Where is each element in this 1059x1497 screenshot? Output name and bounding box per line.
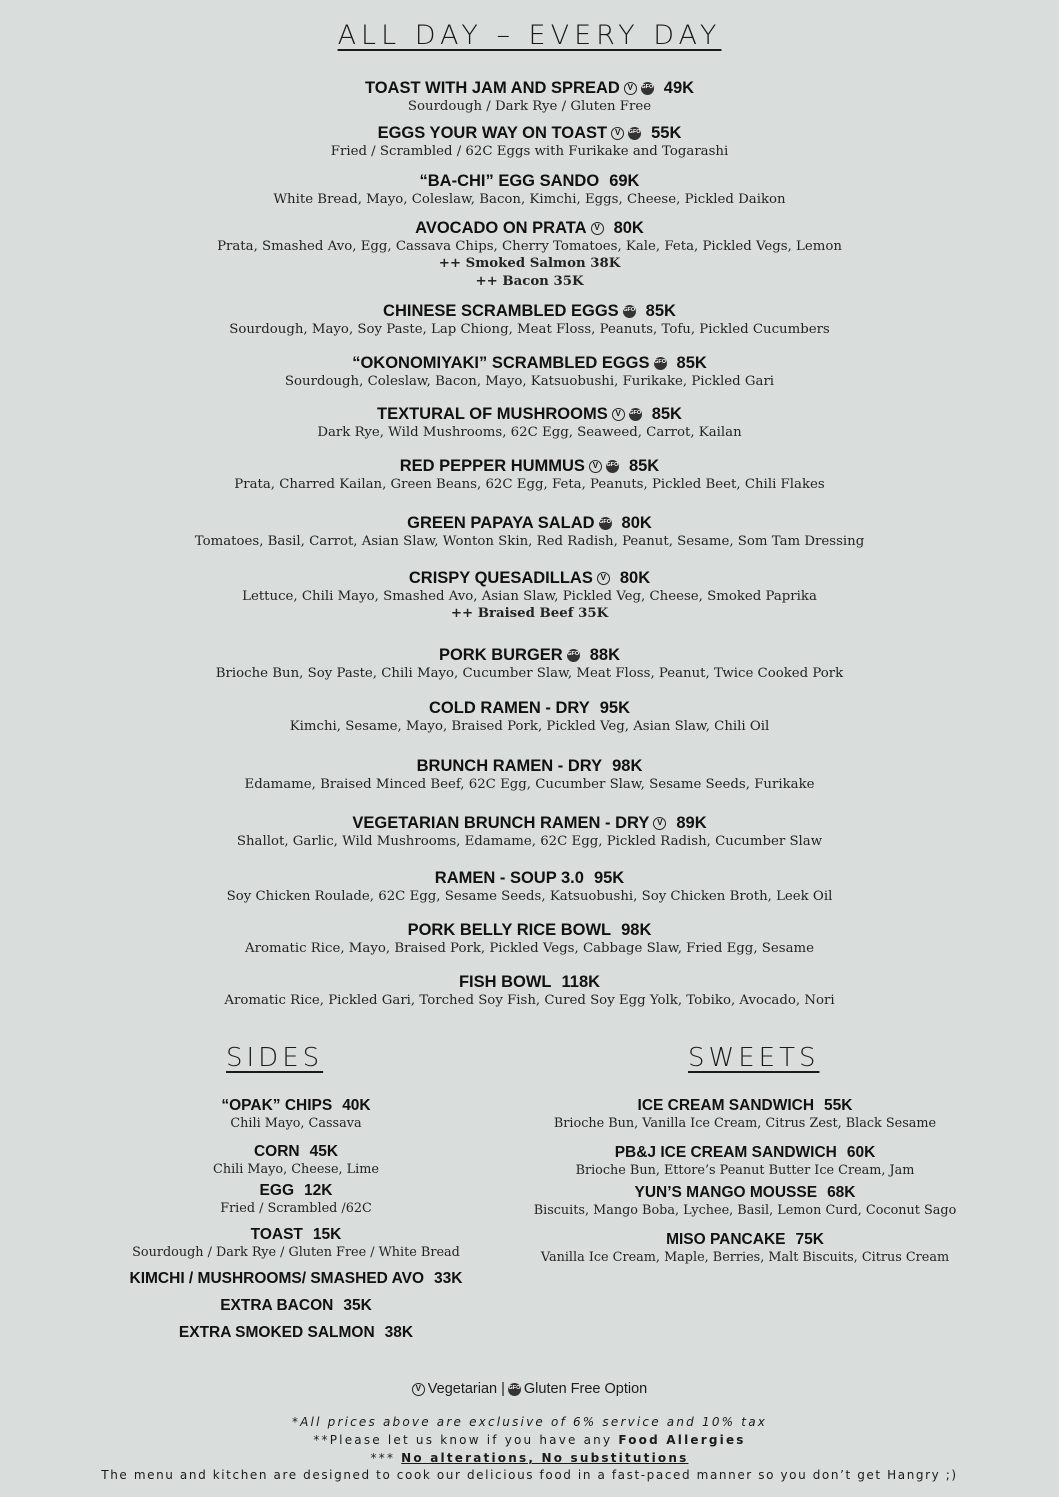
menu-item-addon: ++ Braised Beef 35K — [450, 606, 609, 621]
sweet-item-title — [525, 1183, 965, 1203]
sweet-item-description: Vanilla Ice Cream, Maple, Berries, Malt Biscuits, Citrus Cream — [540, 1250, 950, 1265]
menu-item-title — [0, 171, 1059, 191]
menu-item-name: TEXTURAL OF MUSHROOMS — [377, 405, 608, 423]
menu-item-description: Fried / Scrambled / 62C Eggs with Furikake and Togarashi — [330, 144, 729, 159]
menu-item-price: 80K — [619, 569, 651, 587]
menu-item-description: Tomatoes, Basil, Carrot, Asian Slaw, Wonton Skin, Red Radish, Peanut, Sesame, Som Tam Dressing — [194, 534, 865, 549]
menu-item-price: 98K — [612, 757, 643, 775]
side-item-price: 33K — [434, 1270, 463, 1287]
menu-item — [0, 404, 1059, 441]
menu-item-description: Dark Rye, Wild Mushrooms, 62C Egg, Seaweed, Carrot, Kailan — [317, 425, 742, 440]
menu-item-name: RED PEPPER HUMMUS — [399, 457, 585, 475]
sweet-item-name: PB&J ICE CREAM SANDWICH — [614, 1144, 837, 1161]
gluten-free-icon: GFO — [654, 357, 667, 370]
menu-item — [0, 123, 1059, 160]
vegetarian-icon: V — [624, 82, 637, 95]
menu-item-title — [0, 456, 1059, 476]
menu-item-description: Lettuce, Chili Mayo, Smashed Avo, Asian Slaw, Pickled Veg, Cheese, Smoked Paprika — [242, 589, 817, 604]
sweet-item — [525, 1230, 965, 1265]
menu-item-description: Sourdough, Mayo, Soy Paste, Lap Chiong, Meat Floss, Peanuts, Tofu, Pickled Cucumbers — [229, 322, 830, 337]
menu-item — [0, 920, 1059, 957]
side-item-name: CORN — [253, 1143, 300, 1160]
menu-item-title — [0, 972, 1059, 992]
menu-item-price: 80K — [621, 514, 652, 532]
price-note: *All prices above are exclusive of 6% service and 10% tax — [291, 1415, 768, 1429]
sweet-item-name: ICE CREAM SANDWICH — [637, 1097, 815, 1114]
menu-item-title — [0, 301, 1059, 321]
sweet-item-price: 68K — [827, 1184, 856, 1201]
sweet-item — [525, 1183, 965, 1218]
side-item — [86, 1323, 506, 1343]
sweet-item-price: 75K — [795, 1231, 824, 1248]
menu-item-description: Sourdough / Dark Rye / Gluten Free — [407, 99, 652, 114]
menu-item-name: AVOCADO ON PRATA — [415, 219, 587, 237]
side-item — [86, 1181, 506, 1216]
gluten-free-icon: GFO — [623, 305, 636, 318]
menu-item-addon: ++ Bacon 35K — [475, 274, 584, 289]
menu-item-price: 85K — [651, 405, 682, 423]
side-item-description: Sourdough / Dark Rye / Gluten Free / White Bread — [132, 1245, 460, 1260]
side-item-name: EGG — [259, 1182, 294, 1199]
side-item-name: KIMCHI / MUSHROOMS/ SMASHED AVO — [129, 1270, 425, 1287]
side-item-description: Chili Mayo, Cheese, Lime — [213, 1162, 379, 1177]
allergy-note-text: **Please let us know if you have any — [313, 1433, 613, 1447]
menu-item-name: “OKONOMIYAKI” SCRAMBLED EGGS — [352, 354, 650, 372]
menu-item-name: FISH BOWL — [458, 973, 552, 991]
sweet-item-title — [525, 1230, 965, 1250]
menu-item-price: 80K — [613, 219, 644, 237]
side-item-price: 15K — [312, 1226, 342, 1243]
menu-item-name: PORK BELLY RICE BOWL — [407, 921, 612, 939]
side-item-price: 35K — [343, 1297, 372, 1314]
sides-heading: SIDES — [226, 1043, 324, 1073]
menu-item-name: PORK BURGER — [438, 646, 563, 664]
side-item-price: 38K — [384, 1324, 414, 1341]
menu-item — [0, 218, 1059, 291]
menu-item — [0, 972, 1059, 1009]
menu-item-price: 98K — [621, 921, 652, 939]
side-item — [86, 1296, 506, 1316]
menu-item-name: EGGS YOUR WAY ON TOAST — [377, 124, 608, 142]
menu-item-description: Prata, Charred Kailan, Green Beans, 62C Egg, Feta, Peanuts, Pickled Beet, Chili Flakes — [234, 477, 825, 492]
menu-item-description: Edamame, Braised Minced Beef, 62C Egg, Cucumber Slaw, Sesame Seeds, Furikake — [244, 777, 815, 792]
menu-item-description: Prata, Smashed Avo, Egg, Cassava Chips, Cherry Tomatoes, Kale, Feta, Pickled Vegs, Lemon — [217, 239, 842, 254]
sweets-heading: SWEETS — [688, 1043, 820, 1073]
side-item-description: Fried / Scrambled /62C — [220, 1201, 372, 1216]
menu-item-title — [0, 813, 1059, 833]
side-item-description: Chili Mayo, Cassava — [230, 1116, 362, 1131]
menu-item-title — [0, 513, 1059, 533]
menu-item-name: TOAST WITH JAM AND SPREAD — [364, 79, 620, 97]
vegetarian-icon: V — [653, 817, 666, 830]
menu-item-description: Brioche Bun, Soy Paste, Chili Mayo, Cucumber Slaw, Meat Floss, Peanut, Twice Cooked Pork — [215, 666, 844, 681]
side-item-price: 45K — [309, 1143, 339, 1160]
sweet-item-description: Brioche Bun, Ettore’s Peanut Butter Ice Cream, Jam — [575, 1163, 915, 1178]
side-item-name: “OPAK” CHIPS — [221, 1097, 333, 1114]
menu-item-name: CHINESE SCRAMBLED EGGS — [383, 302, 619, 320]
sweet-item-price: 55K — [824, 1097, 853, 1114]
side-item-price: 40K — [342, 1097, 371, 1114]
sweet-item-title — [525, 1143, 965, 1163]
menu-item-name: BRUNCH RAMEN - DRY — [416, 757, 603, 775]
side-item-price: 12K — [304, 1182, 333, 1199]
sweet-item-description: Biscuits, Mango Boba, Lychee, Basil, Lemon Curd, Coconut Sago — [533, 1203, 957, 1218]
sweet-item-price: 60K — [846, 1144, 876, 1161]
menu-item-price: 95K — [593, 869, 625, 887]
alterations-note-emphasis: No alterations, No substitutions — [401, 1451, 689, 1465]
menu-item-price: 49K — [663, 79, 695, 97]
gluten-free-icon: GFO — [508, 1383, 521, 1396]
menu-item-title — [0, 218, 1059, 238]
menu-item-description: Soy Chicken Roulade, 62C Egg, Sesame Seeds, Katsuobushi, Soy Chicken Broth, Leek Oil — [226, 889, 833, 904]
menu-item-title — [0, 920, 1059, 940]
menu-item-price: 95K — [599, 699, 630, 717]
side-item-title — [86, 1296, 506, 1316]
menu-item-price: 89K — [676, 814, 707, 832]
side-item-title — [86, 1225, 506, 1245]
menu-item-title — [0, 756, 1059, 776]
menu-item-title — [0, 698, 1059, 718]
menu-item — [0, 456, 1059, 493]
menu-item-title — [0, 353, 1059, 373]
menu-item-title — [0, 404, 1059, 424]
side-item-title — [86, 1142, 506, 1162]
sweet-item-name: MISO PANCAKE — [666, 1231, 786, 1248]
menu-item-name: CRISPY QUESADILLAS — [408, 569, 593, 587]
menu-item-description: White Bread, Mayo, Coleslaw, Bacon, Kimchi, Eggs, Cheese, Pickled Daikon — [273, 192, 786, 207]
menu-item-price: 55K — [651, 124, 682, 142]
main-heading: ALL DAY – EVERY DAY — [337, 20, 722, 51]
menu-item — [0, 78, 1059, 115]
side-item-name: EXTRA BACON — [220, 1297, 334, 1314]
vegetarian-icon: V — [589, 460, 602, 473]
sweet-item — [525, 1143, 965, 1178]
menu-item-description: Sourdough, Coleslaw, Bacon, Mayo, Katsuobushi, Furikake, Pickled Gari — [284, 374, 775, 389]
menu-item-title — [0, 78, 1059, 98]
menu-item-title — [0, 568, 1059, 588]
menu-item-description: Shallot, Garlic, Wild Mushrooms, Edamame, 62C Egg, Pickled Radish, Cucumber Slaw — [236, 834, 823, 849]
menu-item — [0, 353, 1059, 390]
side-item-title — [86, 1181, 506, 1201]
menu-item-name: COLD RAMEN - DRY — [429, 699, 590, 717]
gluten-free-icon: GFO — [629, 408, 642, 421]
menu-item-description: Aromatic Rice, Pickled Gari, Torched Soy Fish, Cured Soy Egg Yolk, Tobiko, Avocado, Nori — [224, 993, 835, 1008]
menu-item-title — [0, 123, 1059, 143]
menu-item-price: 85K — [676, 354, 707, 372]
menu-item — [0, 513, 1059, 550]
allergy-note — [0, 1433, 1059, 1447]
vegetarian-icon: V — [591, 222, 604, 235]
side-item — [86, 1142, 506, 1177]
menu-item-name: GREEN PAPAYA SALAD — [407, 514, 595, 532]
gluten-free-icon: GFO — [599, 517, 612, 530]
menu-item-price: 118K — [561, 973, 601, 991]
gluten-free-icon: GFO — [567, 649, 580, 662]
alterations-note-prefix: *** — [370, 1451, 396, 1465]
menu-item — [0, 171, 1059, 208]
menu-item-price: 85K — [628, 457, 660, 475]
menu-item-title — [0, 645, 1059, 665]
menu-item-price: 88K — [589, 646, 621, 664]
menu-item — [0, 698, 1059, 735]
menu-item-title — [0, 868, 1059, 888]
sweet-item-title — [525, 1096, 965, 1116]
menu-item — [0, 868, 1059, 905]
side-item — [86, 1225, 506, 1260]
menu-item-price: 69K — [609, 172, 640, 190]
menu-item-price: 85K — [645, 302, 676, 320]
side-item-title — [86, 1269, 506, 1289]
allergy-note-emphasis: Food Allergies — [618, 1433, 746, 1447]
vegetarian-icon: V — [612, 408, 625, 421]
side-item — [86, 1269, 506, 1289]
menu-item — [0, 301, 1059, 338]
vegetarian-icon: V — [597, 572, 610, 585]
gluten-free-icon: GFO — [641, 82, 654, 95]
menu-item-description: Aromatic Rice, Mayo, Braised Pork, Pickled Vegs, Cabbage Slaw, Fried Egg, Sesame — [245, 941, 814, 956]
menu-item-description: Kimchi, Sesame, Mayo, Braised Pork, Pickled Veg, Asian Slaw, Chili Oil — [289, 719, 770, 734]
side-item-name: EXTRA SMOKED SALMON — [178, 1324, 375, 1341]
menu-item-name: RAMEN - SOUP 3.0 — [434, 869, 584, 887]
dietary-legend — [0, 1381, 1059, 1397]
menu-item-addon: ++ Smoked Salmon 38K — [438, 256, 621, 271]
menu-item-name: “BA-CHI” EGG SANDO — [419, 172, 600, 190]
menu-item — [0, 756, 1059, 793]
legend-vegetarian-label: Vegetarian | — [427, 1381, 505, 1397]
alterations-note — [0, 1451, 1059, 1465]
side-item-title — [86, 1096, 506, 1116]
menu-item — [0, 568, 1059, 623]
side-item — [86, 1096, 506, 1131]
vegetarian-icon: V — [611, 127, 624, 140]
sweet-item — [525, 1096, 965, 1131]
gluten-free-icon: GFO — [628, 127, 641, 140]
menu-item-name: VEGETARIAN BRUNCH RAMEN - DRY — [352, 814, 650, 832]
vegetarian-icon: V — [412, 1383, 425, 1396]
side-item-title — [86, 1323, 506, 1343]
gluten-free-icon: GFO — [606, 460, 619, 473]
legend-gluten-free-label: Gluten Free Option — [523, 1381, 648, 1397]
kitchen-note: The menu and kitchen are designed to cook our delicious food in a fast-paced manner so you don’t get Hangry ;) — [101, 1468, 958, 1482]
sweet-item-name: YUN’S MANGO MOUSSE — [634, 1184, 818, 1201]
sweet-item-description: Brioche Bun, Vanilla Ice Cream, Citrus Zest, Black Sesame — [553, 1116, 937, 1131]
menu-item — [0, 645, 1059, 682]
menu-item — [0, 813, 1059, 850]
side-item-name: TOAST — [250, 1226, 303, 1243]
